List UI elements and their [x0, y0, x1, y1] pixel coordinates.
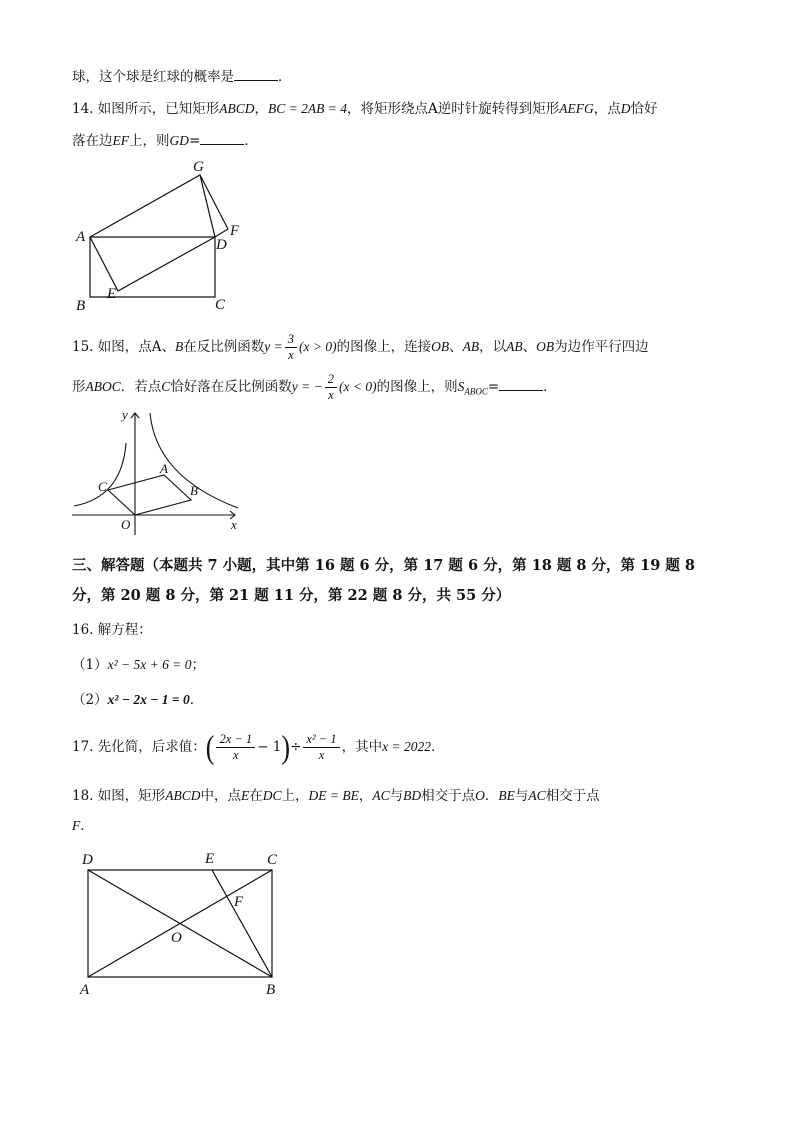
q14-text-3: ，点: [593, 101, 621, 117]
q18-ac-2: AC: [528, 788, 546, 803]
q17-left-paren: (: [205, 728, 215, 765]
q14-text-6: 上，则: [129, 133, 170, 149]
q15-eq: =: [487, 379, 500, 395]
q15-point-c: C: [161, 379, 171, 394]
q14-label-e: E: [107, 286, 117, 302]
q14-number: 14.: [72, 101, 94, 117]
q17-end: ．: [430, 739, 445, 755]
q15-text-4: ，以: [479, 339, 507, 355]
q18-label-o: O: [171, 930, 182, 946]
q15-ab: AB: [462, 339, 480, 354]
q15-number: 15.: [72, 339, 94, 355]
q15-func1-fraction: [285, 332, 297, 363]
q15-func2-fraction: [325, 372, 337, 403]
q15-text-7: ．若点: [120, 379, 162, 395]
q17-f1-num: 2x − 1: [216, 732, 255, 748]
q18-text-5: ，: [358, 788, 373, 804]
q18-text-1: 如图，矩形: [97, 788, 166, 804]
q14-answer-blank: [200, 130, 244, 145]
q17-minus-one: − 1: [257, 739, 282, 755]
q17-value: x = 2022: [382, 739, 431, 754]
q14-point-d: D: [620, 101, 631, 116]
q16-part2-equation: x² − 2x − 1 = 0: [107, 692, 190, 707]
q16-part1-label: （1）: [72, 657, 108, 673]
q15-ab-2: AB: [506, 339, 523, 354]
q16-part2-label: （2）: [72, 692, 108, 708]
q17-text: 先化简，后求值：: [97, 739, 206, 755]
q18-label-f: F: [234, 894, 244, 910]
q15-line2: 形ABOC．若点C恰好落在反比例函数y = − $\frac{2}{x}$ (x < 0)的图像上，则$S_{ABOC}=$ ．: [72, 372, 557, 402]
q15-text-2: 在反比例函数: [183, 339, 265, 355]
q15-sep-2: 、: [522, 339, 537, 355]
q15-text-3: 的图像上，连接: [336, 339, 432, 355]
q18-label-e: E: [205, 851, 215, 867]
q17-line: [72, 728, 445, 765]
q18-label-d: D: [82, 852, 93, 868]
q15-ob-2: OB: [536, 339, 555, 354]
q18-text-4: 上，: [281, 788, 309, 804]
q18-de-be: DE = BE: [308, 788, 359, 803]
q14-label-a: A: [76, 229, 86, 245]
q17-f2-den: x: [318, 748, 325, 762]
q14-eq: =: [189, 133, 201, 149]
q18-point-f: F: [72, 818, 81, 833]
q18-abcd: ABCD: [165, 788, 201, 803]
q15-parallelogram-aboc: [108, 475, 191, 515]
q15-text-9: 的图像上，则: [376, 379, 458, 395]
q18-label-b: B: [266, 982, 276, 998]
q18-text-7: 相交于点: [421, 788, 476, 804]
q14-label-b: B: [76, 298, 86, 314]
q13-tail-text: 球，这个球是红球的概率是: [72, 69, 234, 85]
q15-text-6: 形: [72, 379, 86, 395]
q14-line1: 14. 如图所示，已知矩形ABCD，BC = 2AB = 4，将矩形绕点A逆时针旋转得到矩形AEFG，点D恰好: [72, 101, 658, 117]
q15-label-y: y: [122, 407, 128, 422]
q16-part2-end: ．: [189, 692, 204, 708]
q15-curve-left: [74, 443, 126, 506]
q14-ef: EF: [112, 133, 129, 148]
q14-condition: BC = 2AB = 4: [268, 101, 347, 116]
q18-line2: [72, 816, 94, 836]
q14-text-1: 如图所示，已知矩形: [97, 101, 220, 117]
q15-ob: OB: [431, 339, 450, 354]
q17-f2-num: x² − 1: [303, 732, 339, 748]
q15-func1-cond: (x > 0): [299, 339, 337, 354]
q15-text-1: 如图，点A、: [97, 339, 176, 355]
q14-line2: 落在边EF上，则GD= ．: [72, 130, 258, 151]
q17-tail: ，其中: [341, 739, 383, 755]
q15-answer-blank: [499, 376, 543, 391]
q14-edges-aed: [90, 237, 215, 291]
q15-text-8: 恰好落在反比例函数: [170, 379, 292, 395]
q18-text-11: ．: [80, 818, 94, 834]
q15-label-o: O: [121, 517, 131, 532]
q18-be: BE: [498, 788, 515, 803]
q17-divide: ÷: [290, 739, 302, 755]
q18-text-6: 与: [389, 788, 404, 804]
q15-figure: [70, 405, 245, 540]
q18-label-a: A: [80, 982, 90, 998]
q15-label-x: x: [231, 517, 237, 532]
q18-text-3: 在: [249, 788, 263, 804]
q14-text-2: ，将矩形绕点A逆时针旋转得到矩形: [347, 101, 560, 117]
q18-figure: [70, 845, 295, 1005]
q15-label-c: C: [98, 479, 107, 494]
section3-heading-line2: 分，第 20 题 8 分，第 21 题 11 分，第 22 题 8 分，共 55 分）: [72, 587, 511, 604]
q14-text-4: 恰好: [630, 101, 658, 117]
q16-title: 16. 解方程：: [72, 622, 152, 638]
q17-f1-den: x: [233, 748, 239, 762]
q14-segment-gd: [200, 175, 215, 237]
q14-edge-df: [215, 229, 228, 237]
q15-sep: 、: [449, 339, 463, 355]
q18-dc: DC: [262, 788, 282, 803]
q15-func1-num: 3: [285, 332, 297, 348]
q18-point-e: E: [241, 788, 250, 803]
q15-area-sub: ABOC: [464, 386, 488, 397]
q18-line1: [72, 786, 600, 806]
q15-func2-cond: (x < 0): [338, 379, 377, 394]
q17-fraction-2: [303, 732, 339, 763]
q15-func1-den: x: [288, 348, 294, 362]
q18-text-2: 中，点: [200, 788, 242, 804]
q18-segment-be: [212, 870, 272, 977]
q16-part2: [72, 690, 203, 710]
q16-part1-end: ；: [191, 657, 205, 673]
q14-label-d: D: [216, 237, 227, 253]
q18-text-9: 与: [514, 788, 529, 804]
q14-gd: GD: [169, 133, 189, 148]
q18-ac: AC: [372, 788, 390, 803]
q14-abcd: ABCD: [219, 101, 255, 116]
q13-answer-blank: [234, 66, 278, 81]
q14-aefg: AEFG: [559, 101, 594, 116]
q14-figure: [70, 155, 260, 315]
q16-part1: [72, 655, 205, 675]
q18-label-c: C: [267, 852, 278, 868]
q13-tail-line: 球，这个球是红球的概率是 ．: [72, 66, 292, 87]
q15-label-b: B: [190, 483, 198, 498]
q14-label-c: C: [215, 297, 226, 313]
q16-part1-equation: x² − 5x + 6 = 0: [107, 657, 192, 672]
q15-func2-num: 2: [325, 372, 337, 388]
q15-aboc: ABOC: [85, 379, 121, 394]
q14-text-5: 落在边: [72, 133, 113, 149]
q15-func1-lhs: y =: [264, 339, 283, 354]
q18-text-8: ．: [484, 788, 499, 804]
q15-func2-lhs: y = −: [291, 379, 323, 394]
q14-label-f: F: [230, 223, 240, 239]
q18-text-10: 相交于点: [545, 788, 600, 804]
q15-label-a: A: [160, 461, 168, 476]
q18-bd: BD: [403, 788, 422, 803]
q15-func2-den: x: [328, 388, 334, 402]
q14-label-g: G: [193, 159, 204, 175]
q15-text-5: 为边作平行四边: [554, 339, 649, 355]
q17-number: 17.: [72, 739, 94, 755]
q15-point-b: B: [175, 339, 184, 354]
q18-point-o: O: [475, 788, 485, 803]
q17-right-paren: ): [281, 728, 291, 765]
q17-fraction-1: [216, 732, 255, 763]
q15-line1: [72, 332, 649, 363]
q15-area-s: S: [457, 379, 465, 394]
section3-heading-line1: 三、解答题（本题共 7 小题，其中第 16 题 6 分，第 17 题 6 分，第 18 题 8 分，第 19 题 8: [72, 557, 695, 574]
q18-number: 18.: [72, 788, 94, 804]
